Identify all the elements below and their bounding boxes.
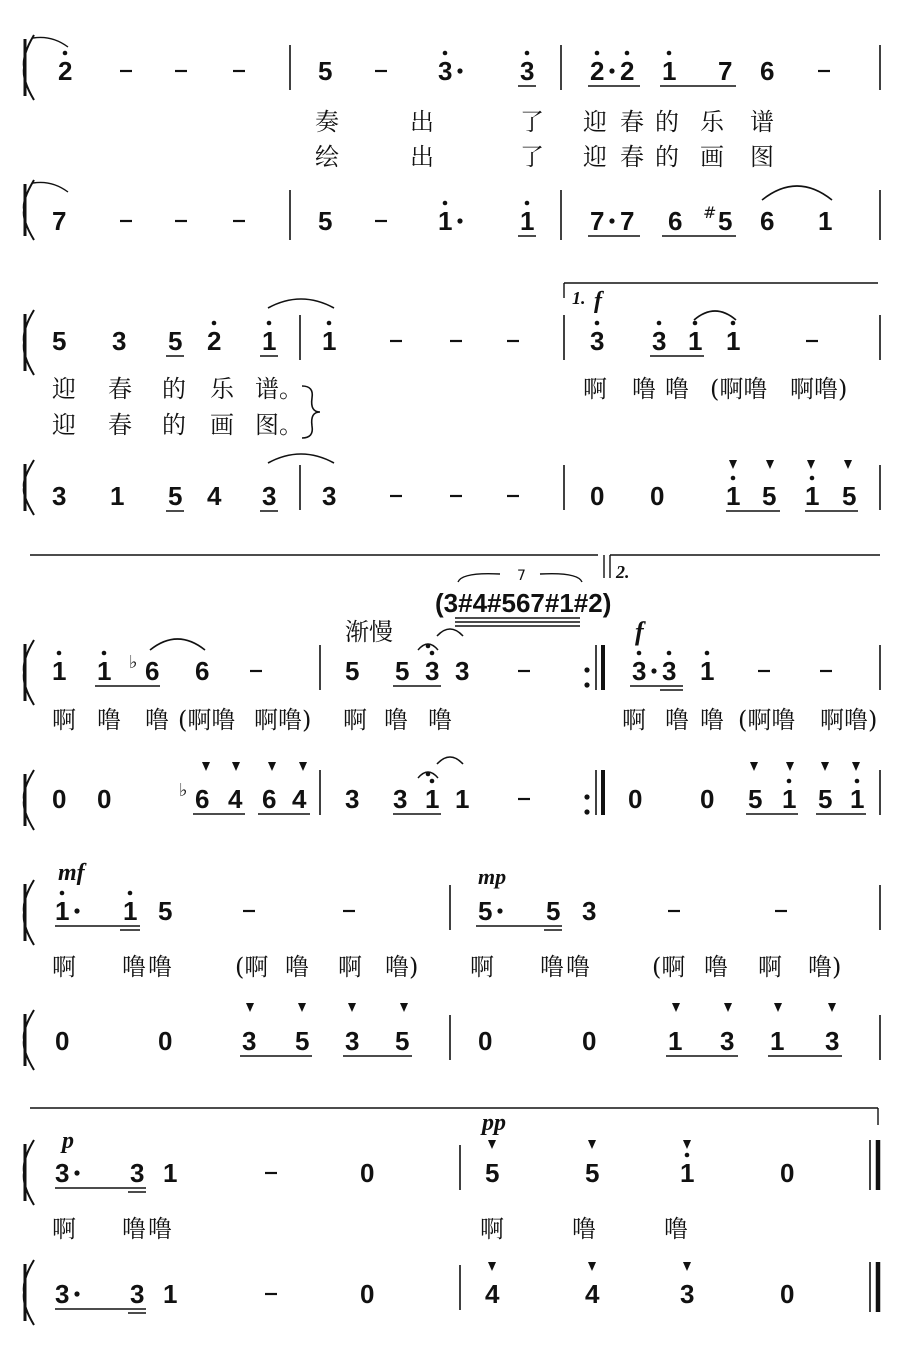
dynamic-mp: mp	[478, 864, 507, 889]
upper-octave-dot	[595, 321, 600, 326]
upper-octave-dot	[855, 779, 860, 784]
upper-octave-dot	[267, 321, 272, 326]
note-3: 3	[825, 1026, 840, 1056]
augmentation-dot	[584, 667, 589, 672]
note-3: 3	[652, 326, 667, 356]
lyric-syllable: 出	[410, 143, 434, 171]
note-3: 3	[322, 481, 337, 511]
lyric-syllable: 啊	[480, 1215, 504, 1243]
note-3: 3	[345, 1026, 360, 1056]
staccato-wedge	[844, 460, 852, 469]
note-6: 6	[760, 206, 775, 236]
note-3: 3	[520, 56, 535, 86]
lyric-syllable: 噜	[665, 706, 689, 734]
lyric-syllable: 噜	[97, 706, 121, 734]
staccato-wedge	[852, 762, 860, 771]
note-7: 7	[590, 206, 605, 236]
volta-1-label: 1.	[572, 288, 586, 308]
slur	[150, 639, 205, 650]
upper-octave-dot	[443, 51, 448, 56]
note-1: 1	[700, 656, 715, 686]
note-3: 3	[393, 784, 408, 814]
fermata-dot	[426, 644, 431, 649]
note-5: 5	[345, 656, 360, 686]
note-6: 6	[760, 56, 775, 86]
note-3: 3	[438, 56, 453, 86]
lyric-syllable: (啊	[652, 953, 686, 981]
note-1: 1	[438, 206, 453, 236]
lyric-syllable: 啊	[52, 1215, 76, 1243]
note-0: 0	[52, 784, 67, 814]
note-3: 3	[130, 1279, 145, 1309]
note-1: 1	[55, 896, 70, 926]
note-0: 0	[158, 1026, 173, 1056]
staccato-wedge	[828, 1003, 836, 1012]
note-3: 3	[262, 481, 277, 511]
upper-octave-dot	[731, 321, 736, 326]
upper-octave-dot	[128, 891, 133, 896]
upper-octave-dot	[705, 651, 710, 656]
staccato-wedge	[232, 762, 240, 771]
note-1: 1	[425, 784, 440, 814]
slur	[762, 186, 832, 200]
lyric-syllable: 绘	[315, 143, 339, 171]
dynamic-p: p	[62, 1128, 74, 1154]
tuplet-bracket	[540, 574, 582, 582]
upper-octave-dot	[57, 651, 62, 656]
note-1: 1	[688, 326, 703, 356]
lyric-syllable: 春	[108, 375, 132, 403]
lyric-syllable: 迎	[52, 411, 76, 439]
augmentation-dot	[457, 218, 462, 223]
note-0: 0	[360, 1279, 375, 1309]
augmentation-dot	[457, 68, 462, 73]
lyric-syllable: 春	[620, 143, 644, 171]
note-4: 4	[585, 1279, 600, 1309]
lyric-syllable: 啊	[343, 706, 367, 734]
staccato-wedge	[807, 460, 815, 469]
note-2: 2	[620, 56, 635, 86]
note-1: 1	[455, 784, 470, 814]
note-0: 0	[590, 481, 605, 511]
note-1: 1	[262, 326, 277, 356]
note-1: 1	[770, 1026, 785, 1056]
note-0: 0	[780, 1158, 795, 1188]
staccato-wedge	[268, 762, 276, 771]
lyric-syllable: 迎	[583, 108, 607, 136]
note-3: 3	[425, 656, 440, 686]
note-3: 3	[680, 1279, 695, 1309]
note-4: 4	[292, 784, 307, 814]
staccato-wedge	[588, 1262, 596, 1271]
note-3: 3	[582, 896, 597, 926]
lyric-syllable: 画	[700, 143, 724, 171]
slur	[694, 311, 736, 320]
note-0: 0	[478, 1026, 493, 1056]
staccato-wedge	[400, 1003, 408, 1012]
staccato-wedge	[774, 1003, 782, 1012]
augmentation-dot	[651, 668, 656, 673]
slur	[437, 629, 463, 636]
lyric-syllable: 谱。	[255, 375, 303, 403]
tie-start	[33, 37, 68, 47]
lyric-syllable: 啊	[622, 706, 646, 734]
lyric-syllable: 噜	[704, 953, 728, 981]
tuplet-number: 7	[517, 568, 526, 584]
note-0: 0	[55, 1026, 70, 1056]
tie-start	[33, 182, 68, 192]
fermata-dot	[426, 772, 431, 777]
note-1: 1	[97, 656, 112, 686]
note-3: 3	[52, 481, 67, 511]
note-2: 2	[58, 56, 73, 86]
lyric-syllable: (啊噜	[738, 706, 796, 734]
upper-octave-dot	[63, 51, 68, 56]
upper-octave-dot	[102, 651, 107, 656]
augmentation-dot	[74, 908, 79, 913]
lyric-syllable: 春	[620, 108, 644, 136]
note-3: 3	[130, 1158, 145, 1188]
lyric-syllable: (啊	[235, 953, 269, 981]
upper-octave-dot	[430, 779, 435, 784]
dynamic-f: f	[635, 617, 644, 646]
lyric-syllable: 啊噜)	[254, 706, 312, 734]
lyric-syllable: 的	[655, 143, 679, 171]
note-0: 0	[780, 1279, 795, 1309]
note-5: 5	[318, 56, 333, 86]
lyric-syllable: 啊噜)	[790, 375, 848, 403]
augmentation-dot	[497, 908, 502, 913]
lyric-syllable: 啊	[52, 953, 76, 981]
lyric-syllable: 啊	[338, 953, 362, 981]
upper-octave-dot	[787, 779, 792, 784]
note-1: 1	[726, 481, 741, 511]
dynamic-mf: mf	[58, 860, 85, 886]
note-0: 0	[650, 481, 665, 511]
lyric-syllable: 的	[655, 108, 679, 136]
note-0: 0	[582, 1026, 597, 1056]
note-0: 0	[700, 784, 715, 814]
note-4: 4	[485, 1279, 500, 1309]
flat-accidental: ♭	[129, 652, 138, 673]
lyric-syllable: 出	[410, 108, 434, 136]
note-0: 0	[360, 1158, 375, 1188]
augmentation-dot	[609, 68, 614, 73]
cadenza-notes: (3#4#567#1#2)	[435, 588, 612, 618]
lyric-syllable: 噜	[384, 706, 408, 734]
augmentation-dot	[74, 1291, 79, 1296]
staccato-wedge	[786, 762, 794, 771]
lyric-syllable: 啊	[758, 953, 782, 981]
note-5: 5	[585, 1158, 600, 1188]
dynamic-f: f	[594, 288, 602, 314]
lyric-syllable: 的	[162, 411, 186, 439]
flat-accidental: ♭	[179, 780, 188, 801]
note-6: 6	[145, 656, 160, 686]
note-1: 1	[520, 206, 535, 236]
lyric-syllable: 谱	[750, 108, 774, 136]
lyric-syllable: 噜	[428, 706, 452, 734]
note-3: 3	[112, 326, 127, 356]
lyric-syllable: 噜	[285, 953, 309, 981]
staccato-wedge	[246, 1003, 254, 1012]
note-1: 1	[662, 56, 677, 86]
lyric-syllable: 图。	[255, 411, 303, 439]
note-7: 7	[718, 56, 733, 86]
augmentation-dot	[609, 218, 614, 223]
note-5: 5	[818, 784, 833, 814]
upper-octave-dot	[667, 51, 672, 56]
note-3: 3	[55, 1158, 70, 1188]
note-5: 5	[395, 1026, 410, 1056]
note-4: 4	[228, 784, 243, 814]
note-1: 1	[163, 1158, 178, 1188]
lyric-syllable: 图	[750, 143, 774, 171]
upper-octave-dot	[810, 476, 815, 481]
lyric-syllable: 噜	[148, 1215, 172, 1243]
lyric-syllable: 噜	[665, 375, 689, 403]
staccato-wedge	[821, 762, 829, 771]
note-5: 5	[168, 481, 183, 511]
lyric-syllable: 啊	[52, 706, 76, 734]
upper-octave-dot	[657, 321, 662, 326]
note-6: 6	[262, 784, 277, 814]
note-3: 3	[632, 656, 647, 686]
note-1: 1	[850, 784, 865, 814]
lyric-syllable: 噜	[664, 1215, 688, 1243]
upper-octave-dot	[525, 201, 530, 206]
note-5: 5	[52, 326, 67, 356]
note-3: 3	[720, 1026, 735, 1056]
lyric-syllable: 噜	[632, 375, 656, 403]
staccato-wedge	[672, 1003, 680, 1012]
staccato-wedge	[298, 1003, 306, 1012]
staccato-wedge	[750, 762, 758, 771]
staccato-wedge	[488, 1262, 496, 1271]
tempo-marking: 渐慢	[345, 618, 393, 646]
note-5: 5	[478, 896, 493, 926]
note-4: 4	[207, 481, 222, 511]
slur	[268, 454, 334, 463]
upper-octave-dot	[625, 51, 630, 56]
note-3: 3	[345, 784, 360, 814]
augmentation-dot	[74, 1170, 79, 1175]
note-5: 5	[748, 784, 763, 814]
note-6: 6	[668, 206, 683, 236]
lyric-syllable: 迎	[52, 375, 76, 403]
note-2: 2	[590, 56, 605, 86]
upper-octave-dot	[443, 201, 448, 206]
note-0: 0	[628, 784, 643, 814]
upper-octave-dot	[60, 891, 65, 896]
note-1: 1	[680, 1158, 695, 1188]
note-3: 3	[590, 326, 605, 356]
slur	[268, 299, 334, 308]
lyric-syllable: 啊噜)	[820, 706, 878, 734]
lyric-syllable: (啊噜	[710, 375, 768, 403]
note-2: 2	[207, 326, 222, 356]
upper-octave-dot	[667, 651, 672, 656]
lyric-syllable: 啊	[470, 953, 494, 981]
note-5: 5	[546, 896, 561, 926]
staccato-wedge	[729, 460, 737, 469]
lyric-syllable: 奏	[315, 108, 339, 136]
upper-octave-dot	[693, 321, 698, 326]
note-5: 5	[718, 206, 733, 236]
note-3: 3	[455, 656, 470, 686]
lyric-syllable: 噜)	[385, 953, 419, 981]
upper-octave-dot	[685, 1153, 690, 1158]
upper-octave-dot	[637, 651, 642, 656]
lyric-syllable: 啊	[583, 375, 607, 403]
lyric-syllable: 了	[520, 108, 544, 136]
staccato-wedge	[488, 1140, 496, 1149]
note-6: 6	[195, 656, 210, 686]
note-5: 5	[842, 481, 857, 511]
lyric-syllable: 噜	[122, 953, 146, 981]
sharp-accidental: #	[703, 203, 717, 222]
note-5: 5	[158, 896, 173, 926]
lyric-syllable: 噜)	[808, 953, 842, 981]
staccato-wedge	[683, 1140, 691, 1149]
note-5: 5	[485, 1158, 500, 1188]
note-1: 1	[726, 326, 741, 356]
note-3: 3	[55, 1279, 70, 1309]
note-1: 1	[668, 1026, 683, 1056]
volta-2-label: 2.	[616, 562, 630, 582]
note-6: 6	[195, 784, 210, 814]
staccato-wedge	[724, 1003, 732, 1012]
tuplet-bracket	[458, 574, 500, 582]
lyric-syllable: 噜	[566, 953, 590, 981]
lyric-syllable: 春	[108, 411, 132, 439]
lyric-syllable: 乐	[210, 375, 234, 403]
note-3: 3	[662, 656, 677, 686]
augmentation-dot	[584, 682, 589, 687]
note-1: 1	[163, 1279, 178, 1309]
augmentation-dot	[584, 794, 589, 799]
lyric-syllable: 乐	[700, 108, 724, 136]
note-1: 1	[322, 326, 337, 356]
lyric-syllable: (啊噜	[178, 706, 236, 734]
staccato-wedge	[588, 1140, 596, 1149]
lyric-syllable: 了	[520, 143, 544, 171]
lyric-syllable: 的	[162, 375, 186, 403]
note-3: 3	[242, 1026, 257, 1056]
note-0: 0	[97, 784, 112, 814]
note-1: 1	[123, 896, 138, 926]
staccato-wedge	[683, 1262, 691, 1271]
lyric-syllable: 噜	[540, 953, 564, 981]
note-1: 1	[52, 656, 67, 686]
note-1: 1	[805, 481, 820, 511]
note-1: 1	[782, 784, 797, 814]
dynamic-pp: pp	[482, 1110, 506, 1136]
lyric-syllable: 画	[210, 411, 234, 439]
lyric-syllable: 噜	[148, 953, 172, 981]
note-7: 7	[620, 206, 635, 236]
note-5: 5	[762, 481, 777, 511]
lyric-syllable: 迎	[583, 143, 607, 171]
slur	[437, 757, 463, 764]
upper-octave-dot	[327, 321, 332, 326]
staccato-wedge	[766, 460, 774, 469]
upper-octave-dot	[212, 321, 217, 326]
upper-octave-dot	[525, 51, 530, 56]
upper-octave-dot	[430, 651, 435, 656]
lyric-syllable: 噜	[572, 1215, 596, 1243]
note-5: 5	[318, 206, 333, 236]
note-1: 1	[110, 481, 125, 511]
lyric-syllable: 噜	[700, 706, 724, 734]
upper-octave-dot	[595, 51, 600, 56]
augmentation-dot	[584, 809, 589, 814]
lyric-syllable: 噜	[145, 706, 169, 734]
note-5: 5	[295, 1026, 310, 1056]
staccato-wedge	[299, 762, 307, 771]
lyric-brace	[302, 386, 320, 438]
note-5: 5	[168, 326, 183, 356]
note-7: 7	[52, 206, 67, 236]
note-5: 5	[395, 656, 410, 686]
upper-octave-dot	[731, 476, 736, 481]
note-1: 1	[818, 206, 833, 236]
staccato-wedge	[202, 762, 210, 771]
lyric-syllable: 噜	[122, 1215, 146, 1243]
staccato-wedge	[348, 1003, 356, 1012]
